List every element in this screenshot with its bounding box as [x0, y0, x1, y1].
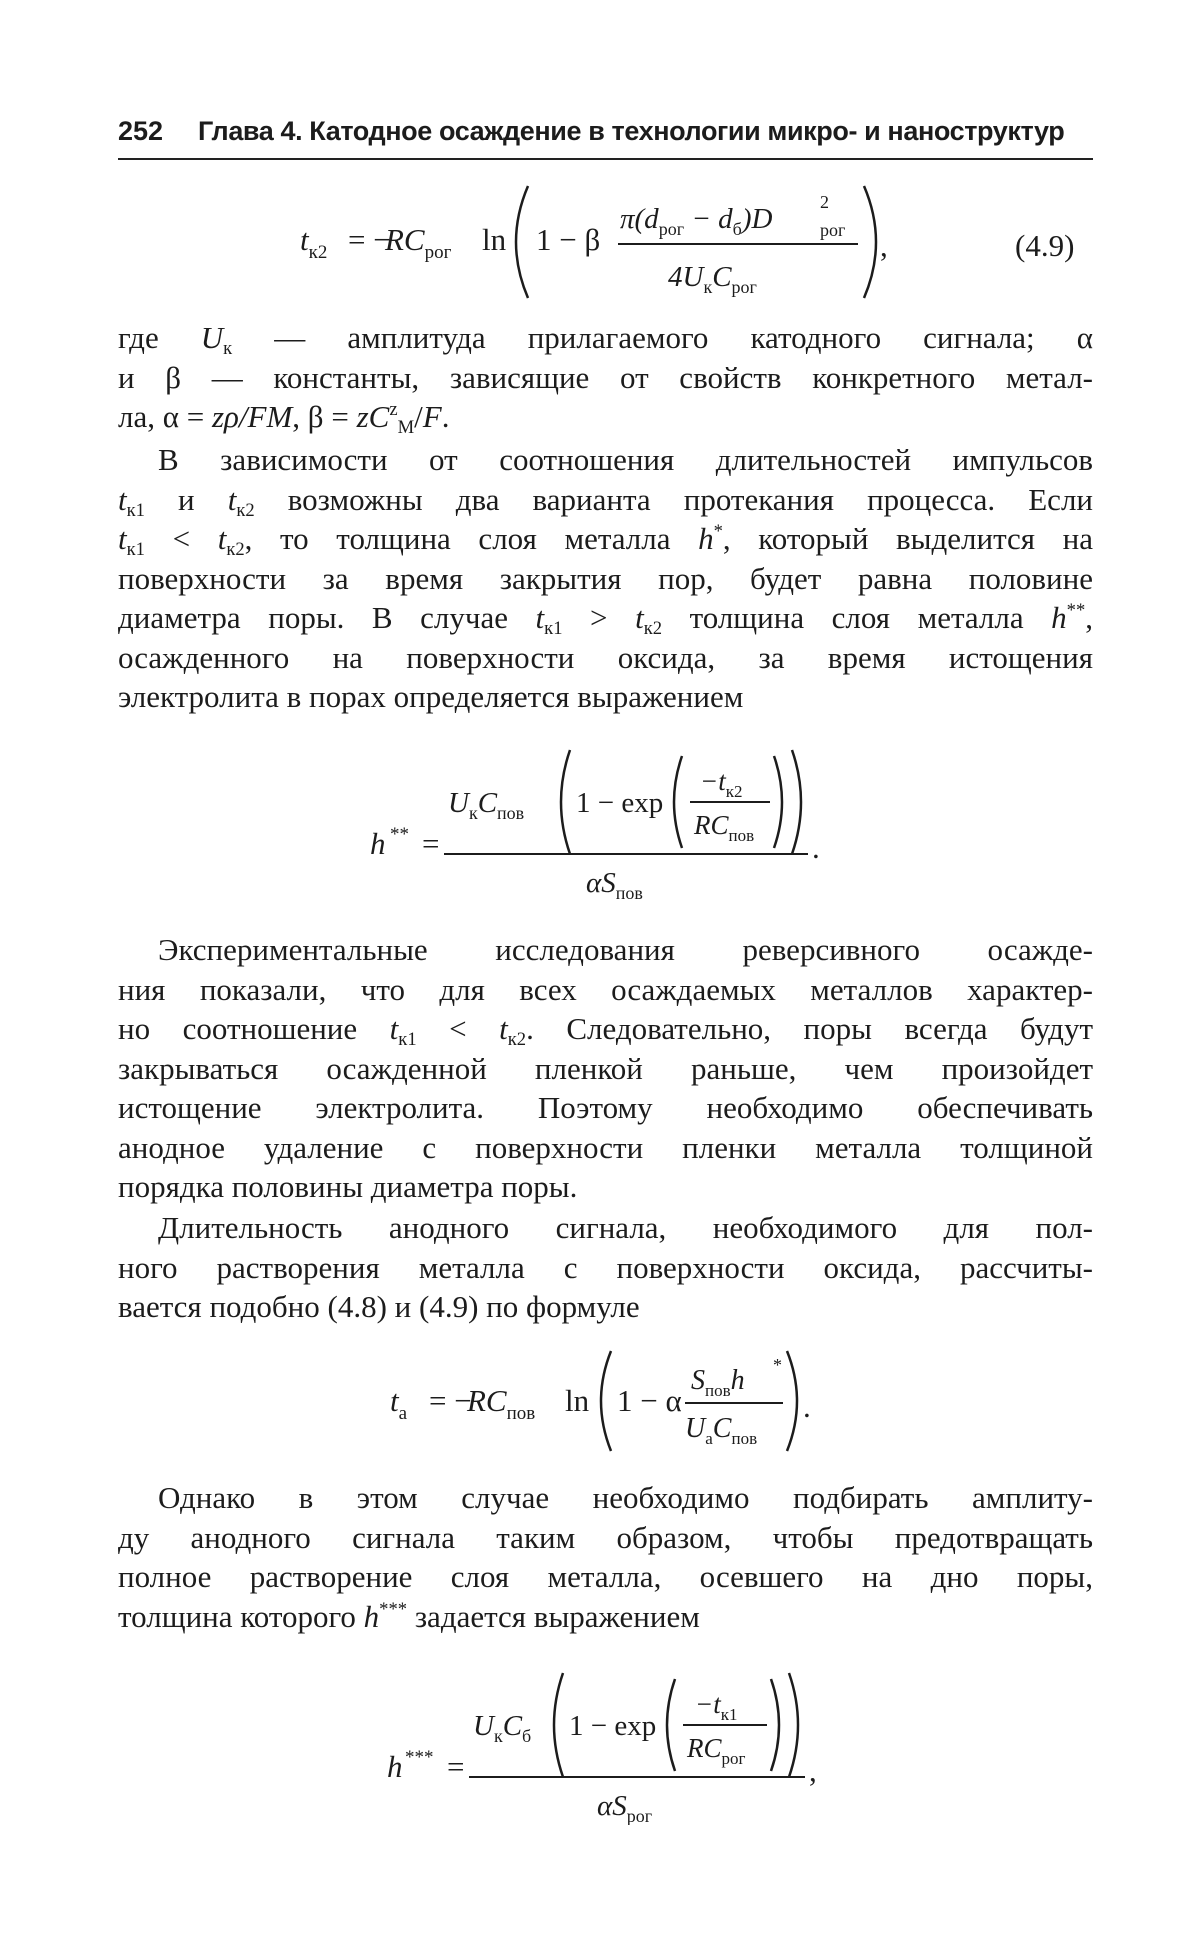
eqta-trailing: . — [803, 1389, 811, 1424]
equation-h2-svg — [360, 742, 860, 902]
paragraph-2-line: $t_{к1}$ и $t_{к2}$ возможны два варианта протекания процесса. Если — [118, 481, 1094, 521]
eqh3-inner-den: RC — [687, 1733, 722, 1763]
eq49-den-b-sub: рог — [731, 277, 757, 297]
svg-text:tк2 — [300, 222, 327, 263]
paragraph-2-line: электролита в порах определяется выражением — [118, 679, 744, 714]
eqh2-num-u: U — [448, 787, 469, 819]
svg-text:RCрог — [384, 222, 452, 263]
svg-text:UкCпов — [448, 787, 524, 823]
eqta-den-c: C — [712, 1413, 732, 1444]
paragraph-3-line: закрываться осажденной пленкой раньше, чем произойдет — [118, 1050, 1093, 1086]
eqh2-inner-den-sub: пов — [728, 826, 755, 845]
eqta-num-h: h — [730, 1365, 745, 1396]
eq49-num-a: π(d — [620, 203, 659, 235]
eqta-rc-sub: пов — [506, 1403, 536, 1424]
paragraph-5-line: Однако в этом случае необходимо подбирать амплиту- — [158, 1480, 1093, 1515]
eq49-rc-sub: рог — [424, 242, 452, 263]
paragraph-3-line: анодное удаление с поверхности пленки металла толщиной — [118, 1129, 1093, 1165]
eq49-num-c-sub: рог — [820, 220, 846, 240]
page-number: 252 — [118, 116, 164, 146]
eqh2-den-sub: пов — [615, 883, 643, 902]
eqta-left-paren — [601, 1351, 611, 1451]
eqta-ln: ln — [565, 1383, 590, 1418]
svg-text:RCпов — [693, 810, 754, 845]
eqh3-inner-num-sub: к1 — [720, 1705, 738, 1724]
chapter-title: Глава 4. Катодное осаждение в технологии микро- и наноструктур — [198, 116, 1065, 146]
eqh3-num-c-sub: б — [522, 1726, 532, 1746]
paragraph-2-line: В зависимости от соотношения длительностей импульсов — [158, 442, 1093, 477]
equation-4-9 — [290, 178, 890, 308]
eq49-den-a: 4U — [668, 261, 704, 293]
eqh3-inner-den-sub: рог — [721, 1749, 746, 1768]
equation-h3-svg — [385, 1665, 855, 1825]
eq49-one-minus: 1 − β — [536, 222, 601, 257]
paragraph-3-line: истощение электролита. Поэтому необходимо обеспечивать — [118, 1090, 1093, 1125]
paragraph-1 — [118, 318, 1093, 437]
eqh3-inner-right-paren — [771, 1679, 779, 1771]
eq49-trailing: , — [880, 228, 888, 263]
eqh3-eq: = — [447, 1749, 465, 1784]
svg-text:UкCб — [473, 1710, 531, 1746]
eqh3-den-sub: рог — [626, 1806, 653, 1825]
eqh2-one-minus-exp: 1 − exp — [576, 787, 664, 819]
equation-4-9-svg — [290, 178, 890, 308]
eqta-rc: RC — [467, 1383, 507, 1418]
eqh2-den: αS — [586, 867, 616, 899]
svg-text:αSпов — [586, 867, 643, 902]
paragraph-2 — [118, 440, 1093, 717]
eqh3-num-c: C — [502, 1710, 523, 1742]
eqh3-one-minus-exp: 1 − exp — [569, 1710, 657, 1742]
eqh2-inner-num: −t — [700, 766, 726, 796]
eqta-den-u: U — [685, 1413, 706, 1444]
eq49-left-paren — [516, 186, 528, 298]
svg-text:RCрог — [686, 1733, 746, 1768]
equation-number-4-9: (4.9) — [1015, 228, 1075, 263]
eq49-ln: ln — [482, 222, 507, 257]
paragraph-3-line: ния показали, что для всех осаждаемых металлов характер- — [118, 971, 1093, 1007]
running-header — [118, 108, 1093, 160]
eq49-den-b: C — [712, 261, 732, 293]
eqh2-num-u-sub: к — [468, 803, 478, 823]
eqh3-outer-left-paren — [554, 1673, 563, 1777]
paragraph-3 — [118, 930, 1093, 1207]
paragraph-2-line: $t_{к1} < t_{к2}$, то толщина слоя металла h*, который выделится на — [118, 521, 1094, 560]
paragraph-1-line: и β — константы, зависящие от свойств конкретного метал- — [118, 359, 1093, 395]
eq49-num-b: − d — [684, 203, 733, 235]
eqta-num-s-sub: пов — [705, 1381, 731, 1400]
svg-text:UаCпов — [685, 1413, 757, 1448]
eqh2-outer-right-paren — [792, 750, 801, 854]
eqh3-inner-left-paren — [667, 1679, 675, 1771]
equation-h-double-star — [360, 742, 860, 902]
eqh2-inner-left-paren — [674, 756, 682, 848]
eq49-num-c-sup: 2 — [820, 192, 829, 212]
eq49-den-a-sub: к — [703, 277, 713, 297]
eqh3-lhs-sup: *** — [405, 1747, 434, 1768]
eq49-lhs-sub: к2 — [308, 242, 328, 263]
paragraph-2-line: поверхности за время закрытия пор, будет равна половине — [118, 560, 1093, 596]
eq49-lhs: t — [300, 222, 309, 257]
eq49-rc: RC — [385, 222, 425, 257]
eqh2-num-c-sub: пов — [497, 803, 525, 823]
eqh2-eq: = — [422, 826, 440, 861]
paragraph-4 — [118, 1208, 1093, 1327]
eqta-num-s: S — [691, 1365, 705, 1396]
eq49-eq: = − — [348, 222, 391, 257]
svg-text:αSрог — [597, 1790, 652, 1825]
paragraph-5-line: ду анодного сигнала таким образом, чтобы предотвращать — [118, 1519, 1093, 1555]
eqh3-num-u-sub: к — [493, 1726, 503, 1746]
eqh2-lhs-sup: ** — [390, 824, 409, 845]
eqta-den-u-sub: а — [705, 1429, 713, 1448]
paragraph-4-line: Длительность анодного сигнала, необходимого для пол- — [158, 1210, 1093, 1245]
eqh3-lhs: h — [387, 1749, 403, 1784]
paragraph-2-line: осажденного на поверхности оксида, за время истощения — [118, 639, 1093, 675]
eqh2-inner-num-sub: к2 — [725, 782, 743, 801]
eq49-num-c: )D — [741, 203, 773, 235]
paragraph-1-line: ла, α = zρ/FM, $\beta = zC^z_M/F$. — [118, 399, 450, 438]
paragraph-5 — [118, 1478, 1093, 1636]
eqh3-inner-num: −t — [695, 1689, 721, 1719]
paragraph-1-line: где $U_к$ — амплитуда прилагаемого катодного сигнала; α — [118, 320, 1093, 359]
paragraph-5-line: толщина которого h*** задается выражением — [118, 1598, 700, 1634]
eqh3-den: αS — [597, 1790, 627, 1822]
svg-text:−tк1 — [695, 1689, 738, 1724]
eqh2-lhs: h — [370, 826, 386, 861]
svg-text:π(dрог − dб)D — [620, 203, 772, 239]
eqta-den-c-sub: пов — [731, 1429, 758, 1448]
eqh3-trailing: , — [809, 1753, 817, 1788]
eqta-right-paren — [787, 1351, 797, 1451]
equation-h-triple-star — [385, 1665, 855, 1825]
eqta-one-minus: 1 − α — [617, 1383, 682, 1418]
eqh3-num-u: U — [473, 1710, 494, 1742]
eqh2-inner-right-paren — [774, 756, 782, 848]
paragraph-2-line: диаметра поры. В случае $t_{к1} > t_{к2}$ толщина слоя металла h**, — [118, 600, 1093, 639]
paragraph-3-line: порядка половины диаметра поры. — [118, 1169, 578, 1204]
svg-text:Sповh — [691, 1365, 745, 1400]
eq49-num-b-sub: б — [732, 219, 742, 239]
eqta-eq: = − — [429, 1383, 472, 1418]
eq49-right-paren — [864, 186, 876, 298]
eqta-lhs: t — [390, 1383, 399, 1418]
paragraph-3-line: Экспериментальные исследования реверсивного осажде- — [158, 932, 1093, 967]
equation-ta-svg — [385, 1345, 845, 1455]
eqh2-inner-den: RC — [694, 810, 729, 840]
equation-t-a — [385, 1345, 845, 1455]
paragraph-4-line: вается подобно (4.8) и (4.9) по формуле — [118, 1289, 640, 1324]
eq49-num-a-sub: рог — [658, 219, 685, 239]
eqta-lhs-sub: а — [398, 1403, 408, 1424]
paragraph-3-line: но соотношение $t_{к1} < t_{к2}$. Следовательно, поры всегда будут — [118, 1011, 1093, 1050]
paragraph-4-line: ного растворения металла с поверхности оксида, рассчиты- — [118, 1249, 1093, 1285]
svg-text:RCпов — [466, 1383, 535, 1424]
eqh2-num-c: C — [477, 787, 498, 819]
eqta-num-h-sup: * — [773, 1355, 782, 1375]
paragraph-5-line: полное растворение слоя металла, осевшего на дно поры, — [118, 1559, 1093, 1594]
eqh3-outer-right-paren — [789, 1673, 798, 1777]
svg-text:4UкCрог — [668, 261, 757, 297]
eqh2-trailing: . — [812, 830, 820, 865]
svg-text:−tк2 — [700, 766, 743, 801]
eqh2-outer-left-paren — [561, 750, 570, 854]
svg-text:tа — [390, 1383, 408, 1424]
